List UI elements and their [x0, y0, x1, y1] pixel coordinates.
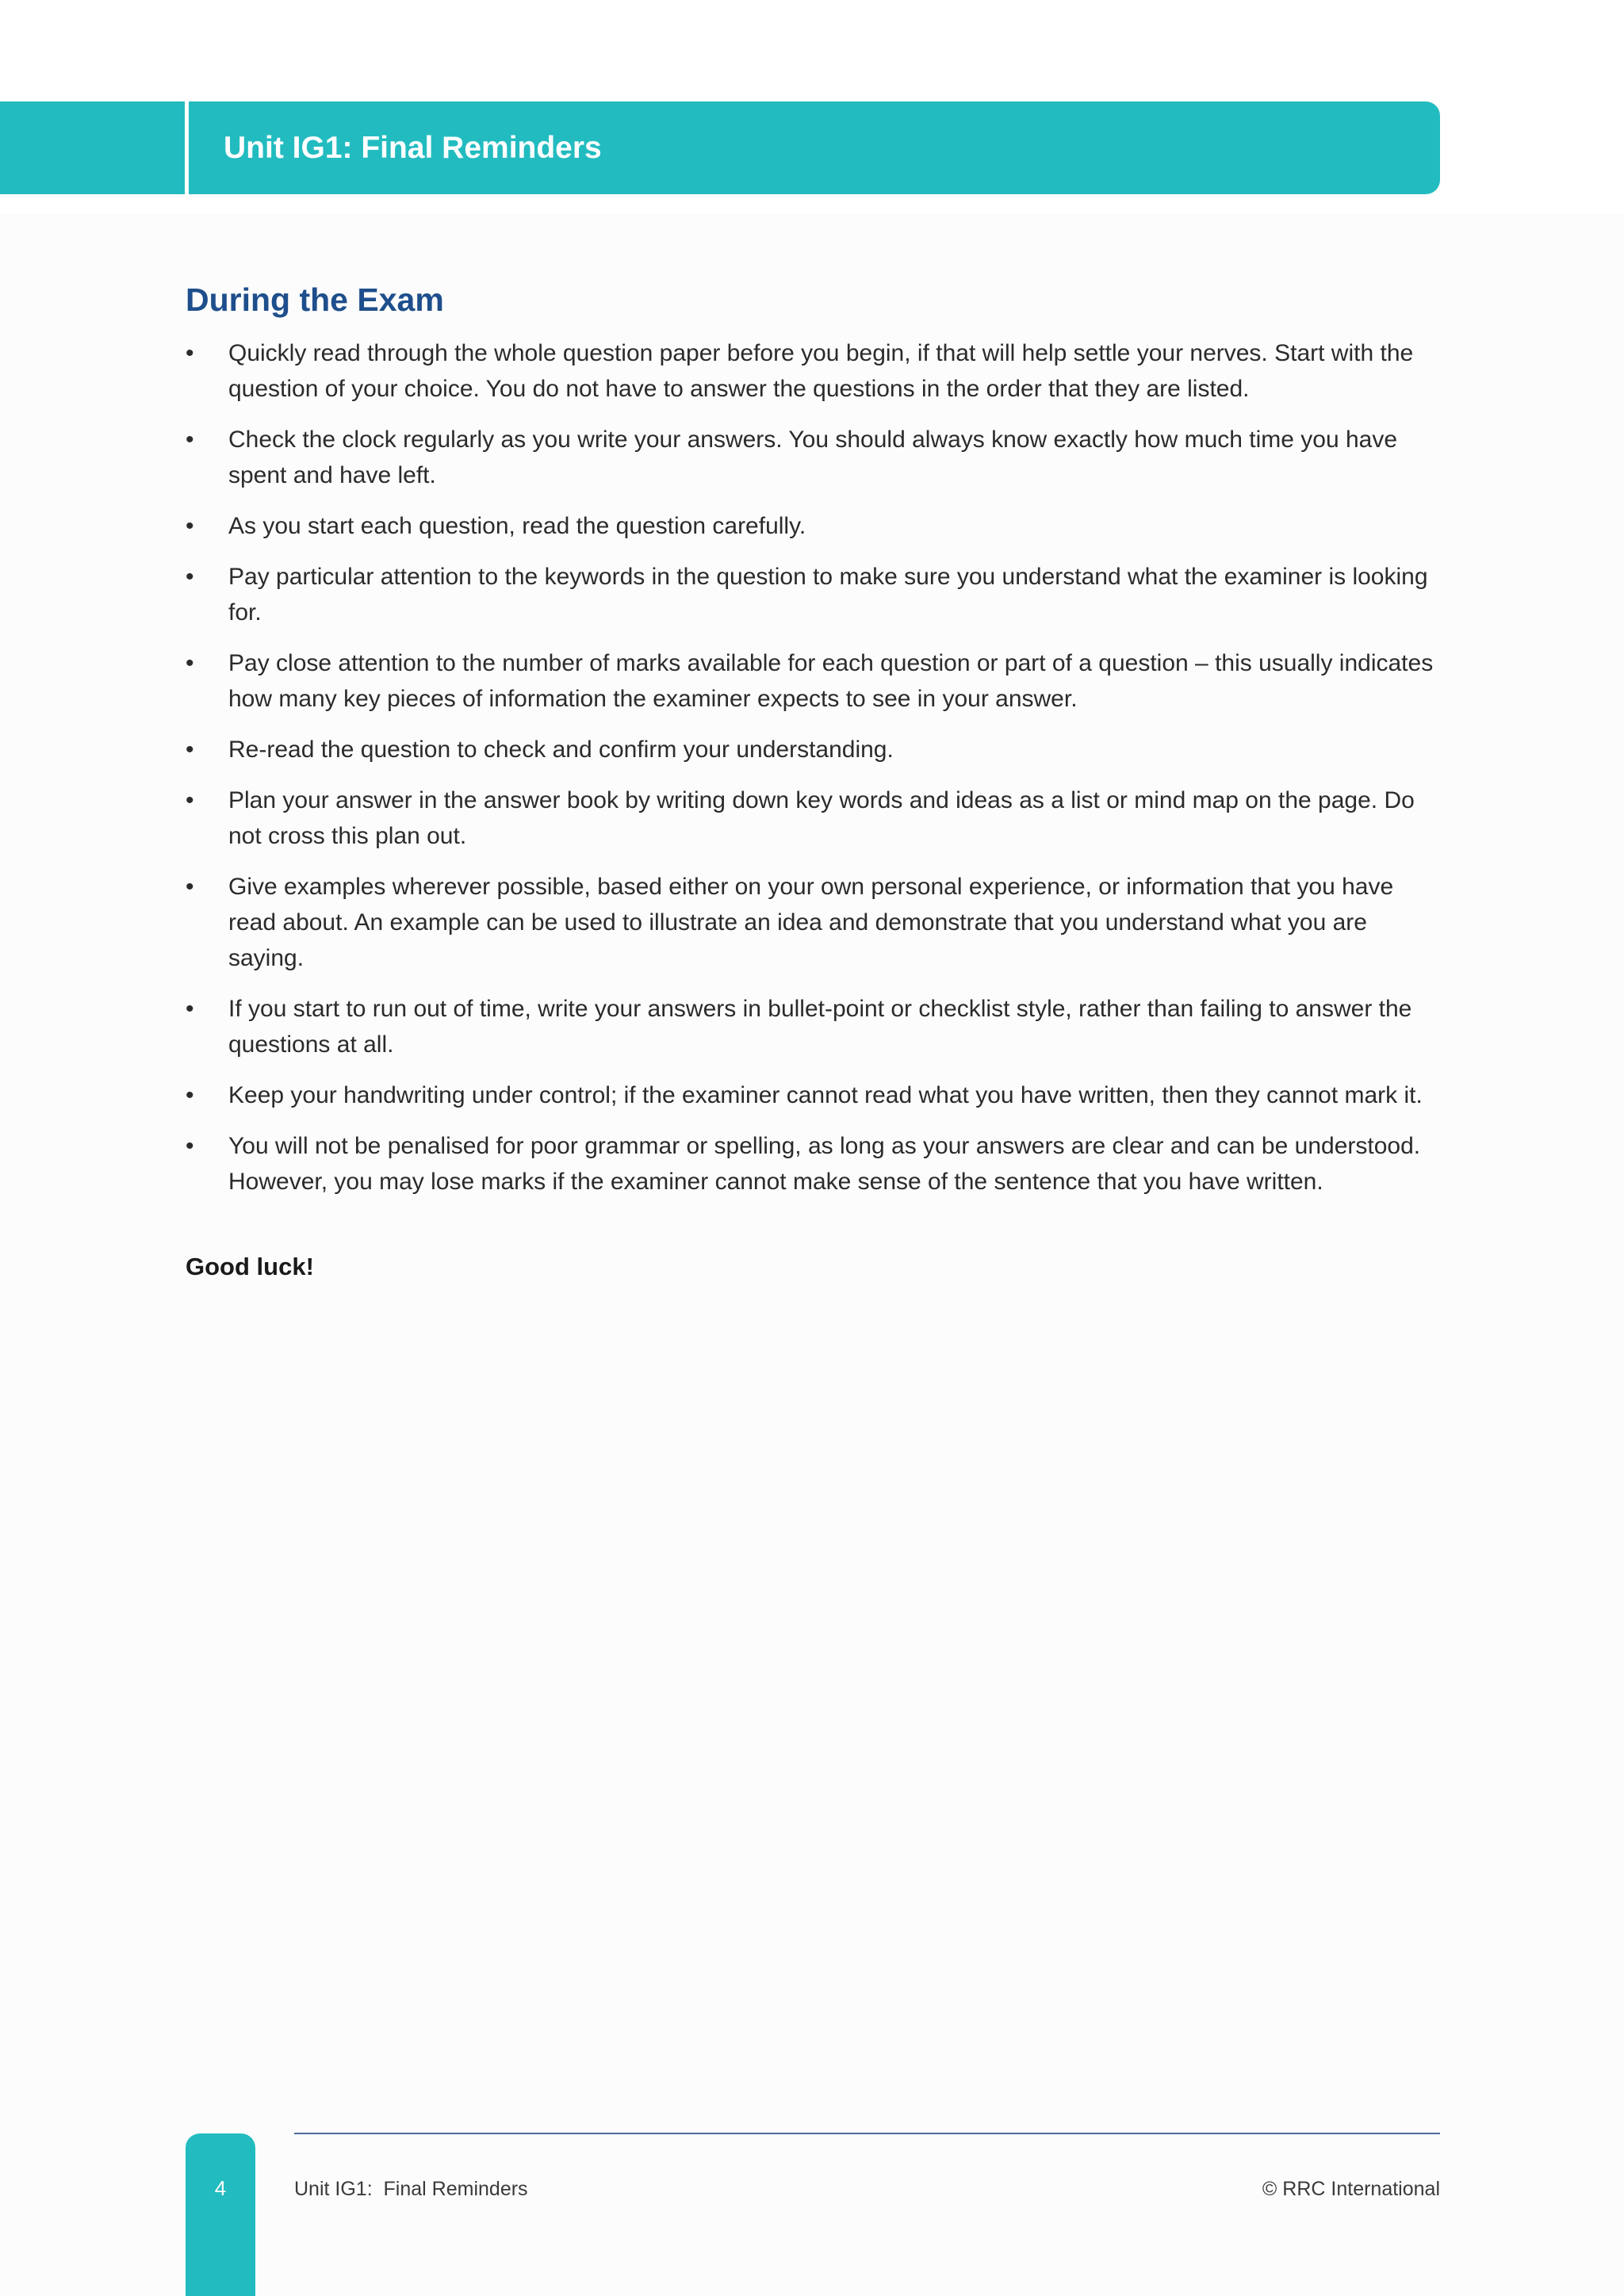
list-item-text: Plan your answer in the answer book by writing down key words and ideas as a list or mind map on the page. Do not cross this plan out. [228, 787, 1415, 849]
header-bar [0, 101, 1440, 194]
bullet-dot-icon: • [186, 513, 194, 539]
list-item [186, 869, 1440, 976]
list-item-text: As you start each question, read the question carefully. [228, 513, 806, 539]
bullet-dot-icon: • [186, 874, 194, 900]
footer-copyright: © RRC International [1262, 2178, 1440, 2200]
list-item-text: You will not be penalised for poor grammar or spelling, as long as your answers are clear and can be understood. However, you may lose marks if the examiner cannot make sense of the sentence that you have written. [228, 1133, 1421, 1195]
list-item-text: Check the clock regularly as you write your answers. You should always know exactly how much time you have spent and have left. [228, 427, 1398, 488]
closing-text: Good luck! [186, 1253, 314, 1280]
page-number-tab [186, 2133, 255, 2296]
list-item [186, 1077, 1440, 1113]
list-item-text: Re-read the question to check and confirm your understanding. [228, 737, 894, 763]
section-heading: During the Exam [186, 281, 444, 318]
list-item [186, 783, 1440, 854]
bullet-dot-icon: • [186, 650, 194, 676]
bullet-dot-icon: • [186, 340, 194, 366]
list-item [186, 732, 1440, 767]
page-title: Unit IG1: Final Reminders [224, 131, 602, 165]
bullet-dot-icon: • [186, 427, 194, 453]
page-number: 4 [214, 2176, 227, 2200]
list-item-text: Keep your handwriting under control; if the examiner cannot read what you have written, then they cannot mark it. [228, 1082, 1423, 1108]
list-item [186, 508, 1440, 544]
header-divider [185, 101, 189, 194]
bullet-dot-icon: • [186, 564, 194, 590]
list-item-text: Give examples wherever possible, based either on your own personal experience, or information that you have read about. An example can be used to illustrate an idea and demonstrate that you understand what you are saying. [228, 874, 1394, 971]
list-item [186, 645, 1440, 717]
list-item-text: Pay close attention to the number of marks available for each question or part of a question – this usually indicates how many key pieces of information the examiner expects to see in your answer. [228, 650, 1434, 712]
list-item-text: Quickly read through the whole question paper before you begin, if that will help settle your nerves. Start with the question of your choice. You do not have to answer the questions in the order that they are listed. [228, 340, 1414, 402]
list-item [186, 422, 1440, 493]
footer-rule [294, 2133, 1440, 2134]
bullet-list [186, 335, 1440, 1215]
list-item-text: If you start to run out of time, write your answers in bullet-point or checklist style, rather than failing to answer the questions at all. [228, 996, 1412, 1058]
bullet-dot-icon: • [186, 1133, 194, 1159]
footer-unit-label: Unit IG1: Final Reminders [294, 2178, 528, 2200]
list-item-text: Pay particular attention to the keywords in the question to make sure you understand what the examiner is looking for. [228, 564, 1428, 626]
list-item [186, 559, 1440, 630]
list-item [186, 991, 1440, 1062]
list-item [186, 1128, 1440, 1200]
list-item [186, 335, 1440, 407]
bullet-dot-icon: • [186, 1082, 194, 1108]
bullet-dot-icon: • [186, 737, 194, 763]
bullet-dot-icon: • [186, 996, 194, 1022]
bullet-dot-icon: • [186, 787, 194, 813]
